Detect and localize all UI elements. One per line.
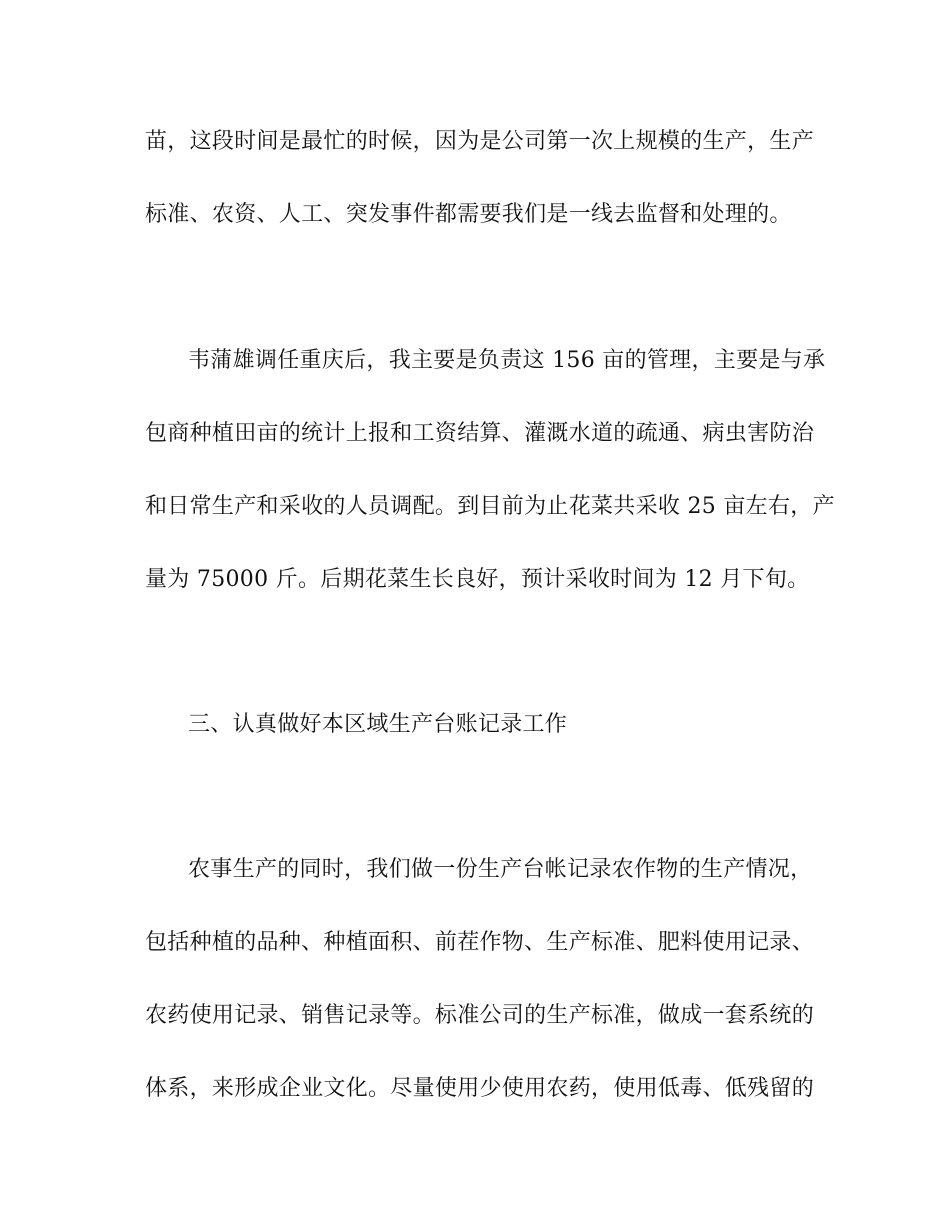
section-heading: 三、认真做好本区域生产台账记录工作 [188,712,568,737]
paragraph-2-line-2: 包商种植田亩的统计上报和工资结算、灌溉水道的疏通、病虫害防治 [145,421,815,446]
paragraph-2-line-1: 韦蒲雄调任重庆后，我主要是负责这 156 亩的管理，主要是与承 [188,348,826,373]
paragraph-1-line-2: 标准、农资、人工、突发事件都需要我们是一线去监督和处理的。 [145,202,792,227]
paragraph-2-line-4: 量为 75000 斤。后期花菜生长良好，预计采收时间为 12 月下旬。 [145,567,810,592]
paragraph-3-line-1: 农事生产的同时，我们做一份生产台帐记录农作物的生产情况， [188,857,813,882]
paragraph-3-line-4: 体系，来形成企业文化。尽量使用少使用农药，使用低毒、低残留的 [145,1076,815,1101]
paragraph-2-line-3: 和日常生产和采收的人员调配。到目前为止花菜共采收 25 亩左右，产 [145,494,835,519]
paragraph-1-line-1: 苗，这段时间是最忙的时候，因为是公司第一次上规模的生产，生产 [145,129,815,154]
paragraph-3-line-3: 农药使用记录、销售记录等。标准公司的生产标准，做成一套系统的 [145,1003,815,1028]
paragraph-3-line-2: 包括种植的品种、种植面积、前茬作物、生产标准、肥料使用记录、 [145,930,815,955]
